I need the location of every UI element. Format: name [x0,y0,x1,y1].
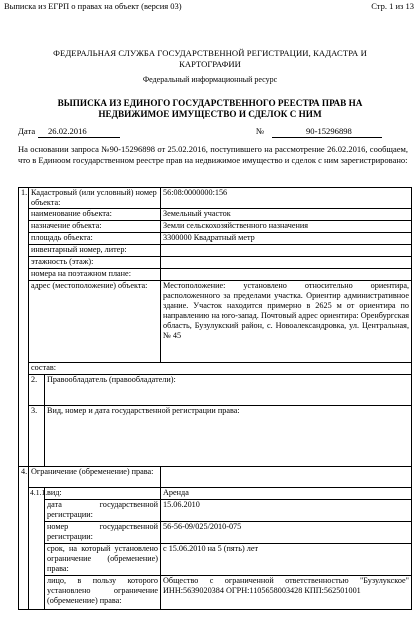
area-label: площадь объекта: [29,233,161,245]
term-value: с 15.06.2010 на 5 (пять) лет [161,544,412,576]
resource-label: Федеральный информационный ресурс [142,75,278,84]
reg-date-value: 15.06.2010 [161,500,412,522]
object-name-label: наименование объекта: [29,209,161,221]
beneficiary-value: Общество с ограниченной ответственностью "Бузулукское" ИНН:5639020384 ОГРН:1105658003428 КПП:562501001 [161,576,412,610]
reg-number-label: номер государственной регистрации: [45,522,161,544]
encumbrance-number: 4.1.1. [29,488,45,610]
org-name-line1: ФЕДЕРАЛЬНАЯ СЛУЖБА ГОСУДАРСТВЕННОЙ РЕГИСТРАЦИИ, КАДАСТРА И [53,48,367,58]
inventory-value [161,245,412,257]
rights-table [18,187,412,610]
holder-label: Правообладатель (правообладатели): [45,375,412,406]
floor-plan-label: номера на поэтажном плане: [29,269,161,281]
org-name-line2: КАРТОГРАФИИ [179,59,241,69]
floor-plan-value [161,269,412,281]
document-title-line2: НЕДВИЖИМОЕ ИМУЩЕСТВО И СДЕЛОК С НИМ [98,109,322,119]
object-name-value: Земельный участок [161,209,412,221]
header-page-number: Стр. 1 из 13 [371,1,414,11]
section-number: 2. [29,375,45,406]
number-label: № [256,126,265,136]
date-label: Дата [18,126,36,136]
inventory-label: инвентарный номер, литер: [29,245,161,257]
section-number: 3. [29,406,45,467]
date-value: 26.02.2016 [48,126,87,136]
purpose-value: Земли сельскохозяйственного назначения [161,221,412,233]
kind-value: Аренда [161,488,412,500]
composition-label: состав: [29,363,412,375]
section-number: 1. [19,188,29,467]
cadastral-value: 56:08:0000000:156 [161,188,412,209]
encumbrance-label: Ограничение (обременение) права: [29,467,161,488]
header-doc-name: Выписка из ЕГРП о правах на объект (версия 03) [4,1,182,11]
area-value: 3300000 Квадратный метр [161,233,412,245]
floors-label: этажность (этаж): [29,257,161,269]
page-header [4,1,414,13]
kind-label: вид: [45,488,161,500]
number-underline [272,137,382,138]
date-underline [38,137,120,138]
intro-paragraph: На основании запроса №90-15296898 от 25.02.2016, поступившего на рассмотрение 26.02.2016, сообщаем, что в Единоом государственном реестре прав на недвижимое имущество и сделок с ним зарегистрировано: [18,144,408,165]
encumbrance-value [161,467,412,488]
right-label: Вид, номер и дата государственной регистрации права: [45,406,412,467]
term-label: срок, на который установлено ограничение (обременение) права: [45,544,161,576]
address-label: адрес (местоположение) объекта: [29,281,161,363]
number-value: 90-15296898 [306,126,352,136]
document-title-line1: ВЫПИСКА ИЗ ЕДИНОГО ГОСУДАРСТВЕННОГО РЕЕСТРА ПРАВ НА [57,98,363,108]
beneficiary-label: лицо, в пользу которого установлено ограничение (обременение) права: [45,576,161,610]
purpose-label: назначение объекта: [29,221,161,233]
address-value: Местоположение: установлено относительно ориентира, расположенного за пределами участка. Ориентир административное здание. Участок находится примерно в 2625 м от ориентира по направлению на юго-запад. Почтовый адрес ориентира: Оренбургская область, Бузулукский район, с. Новоалександровка, ул. Центральная, № 45 [161,281,412,363]
floors-value [161,257,412,269]
reg-number-value: 56-56-09/025/2010-075 [161,522,412,544]
reg-date-label: дата государственной регистрации: [45,500,161,522]
cadastral-label: Кадастровый (или условный) номер объекта: [29,188,161,209]
section-number: 4. [19,467,29,610]
